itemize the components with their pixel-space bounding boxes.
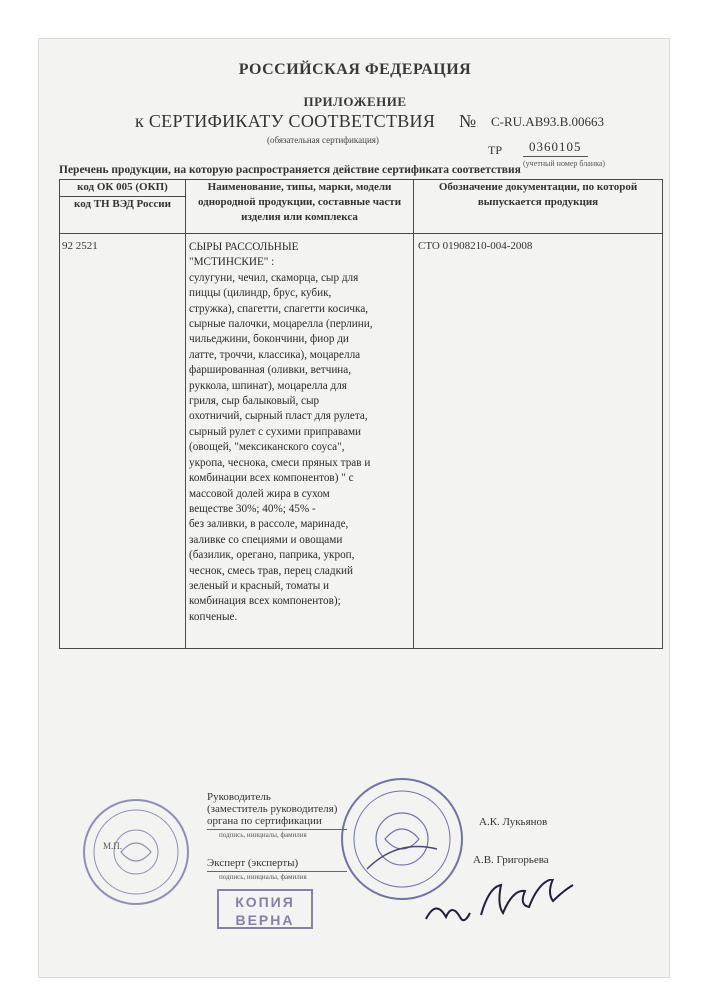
- product-name-line: сырные палочки, моцарелла (перлини,: [189, 318, 373, 331]
- expert-signature-line: [207, 871, 347, 872]
- handwritten-signature-icon: [421, 879, 591, 929]
- obligatory-note: (обязательная сертификация): [267, 135, 379, 145]
- product-name-line: охотничий, сырный пласт для рулета,: [189, 410, 368, 423]
- product-name-line: сырный рулет с сухими приправами: [189, 425, 362, 438]
- certificate-title: к СЕРТИФИКАТУ СООТВЕТСТВИЯ: [135, 111, 436, 131]
- product-name-line: укропа, чеснока, смеси пряных трав и: [189, 456, 371, 469]
- list-caption: Перечень продукции, на которую распространяется действие сертификата соответствия: [59, 164, 521, 176]
- product-name-line: зеленый и красный, томаты и: [189, 579, 330, 592]
- tnved-header: код ТН ВЭД России: [74, 198, 171, 210]
- expert-label: Эксперт (эксперты): [207, 857, 299, 869]
- product-name-line: стружка), спагетти, спагетти косичка,: [189, 302, 369, 315]
- product-name-line: (овощей, "мексиканского соуса",: [189, 441, 345, 454]
- product-name-line: пиццы (цилиндр, брус, кубик,: [189, 287, 332, 300]
- product-name-line: чильеджини, бокончини, фиор ди: [189, 333, 349, 346]
- expert-signature-caption: подпись, инициалы, фамилия: [219, 873, 307, 881]
- expert-name: А.В. Григорьева: [473, 854, 549, 866]
- copy-verified-stamp: [217, 889, 313, 929]
- product-name-line: гриля, сыр балыковый, сыр: [189, 395, 320, 408]
- product-name-line: латте, троччи, классика), моцарелла: [189, 348, 361, 361]
- okp-header: код ОК 005 (ОКП): [60, 180, 185, 197]
- head-name: А.К. Лукьянов: [479, 816, 548, 828]
- name-column-header: Наименование, типы, марки, модели однородной продукции, составные части изделия или комплекса: [186, 180, 414, 234]
- head-label-1: Руководитель: [207, 791, 271, 803]
- product-name-line: комбинация всех компонентов);: [189, 595, 341, 608]
- product-name-line: чеснок, смесь трав, перец сладкий: [189, 564, 353, 577]
- product-name-line: заливке со специями и овощами: [189, 533, 343, 546]
- country-title: РОССИЙСКАЯ ФЕДЕРАЦИЯ: [238, 61, 472, 78]
- head-signature-caption: подпись, инициалы, фамилия: [219, 831, 307, 839]
- doc-column-header: Обозначение документации, по которой выпускается продукция: [414, 180, 663, 234]
- product-name-line: "МСТИНСКИЕ" :: [189, 256, 275, 269]
- head-signature-line: [207, 829, 347, 830]
- copy-stamp-line-2: ВЕРНА: [235, 912, 295, 928]
- product-name-line: копченые.: [189, 610, 238, 623]
- product-code: 92 2521: [60, 234, 186, 649]
- head-label-3: органа по сертификации: [207, 815, 322, 827]
- copy-stamp-line-1: КОПИЯ: [235, 894, 295, 910]
- tr-label: ТР: [488, 143, 503, 157]
- blank-number-caption: (учетный номер бланка): [523, 159, 606, 168]
- code-column-header: [60, 180, 186, 234]
- annex-title: ПРИЛОЖЕНИЕ: [303, 94, 407, 109]
- product-name: [186, 234, 414, 649]
- product-name-line: сулугуни, чечил, скаморца, сыр для: [189, 271, 359, 284]
- product-name-line: фаршированная (оливки, ветчина,: [189, 364, 352, 377]
- product-name-line: без заливки, в рассоле, маринаде,: [189, 518, 349, 531]
- certificate-number: C-RU.AB93.B.00663: [491, 114, 605, 129]
- mp-seal-icon: [81, 797, 191, 907]
- product-name-line: веществе 30%; 40%; 45% -: [189, 502, 316, 515]
- product-name-line: руккола, шпинат), моцарелла для: [189, 379, 347, 392]
- product-name-line: (базилик, орегано, паприка, укроп,: [189, 549, 355, 562]
- product-name-lines: [189, 240, 410, 625]
- head-label-2: (заместитель руководителя): [207, 803, 338, 815]
- certificate-sheet: [38, 38, 670, 978]
- number-sign: №: [459, 111, 477, 131]
- mp-label: М.П.: [103, 841, 123, 851]
- product-doc: СТО 01908210-004-2008: [414, 234, 663, 649]
- blank-number: 0360105: [523, 139, 588, 157]
- product-name-line: СЫРЫ РАССОЛЬНЫЕ: [189, 241, 299, 253]
- products-table: [59, 179, 663, 649]
- product-name-line: комбинации всех компонентов) " с: [189, 472, 354, 485]
- product-name-line: массовой долей жира в сухом: [189, 487, 330, 500]
